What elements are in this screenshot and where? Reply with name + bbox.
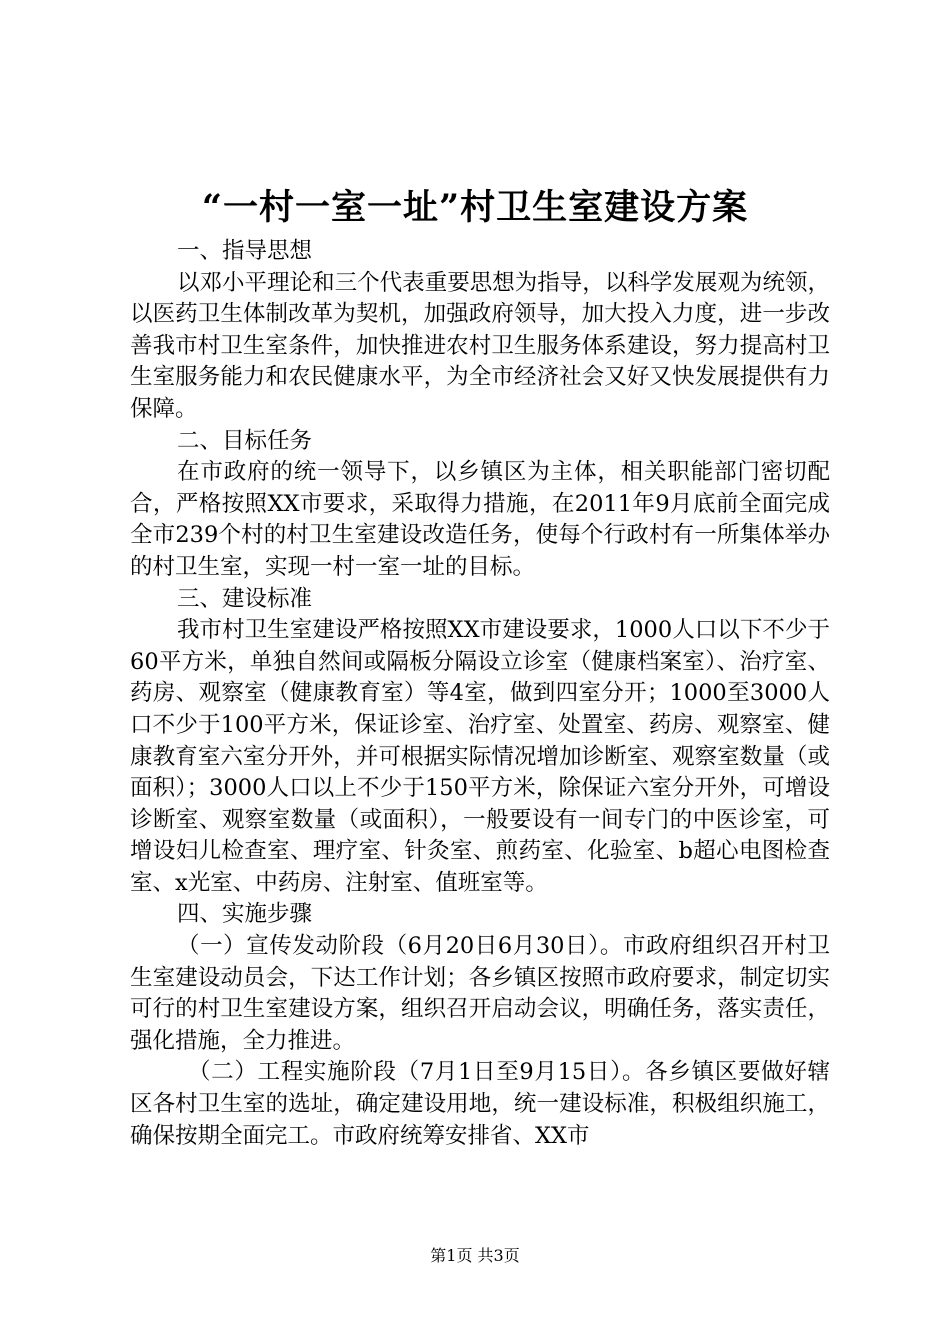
section-paragraph: （一）宣传发动阶段（6月20日6月30日）。市政府组织召开村卫生室建设动员会，下达工作计划；各乡镇区按照市政府要求，制定切实可行的村卫生室建设方案，组织召开启动会议，明确任务，落实责任，强化措施，全力推进。 bbox=[130, 933, 830, 1054]
section-paragraph: 我市村卫生室建设严格按照XX市建设要求，1000人口以下不少于60平方米，单独自然间或隔板分隔设立诊室（健康档案室）、治疗室、药房、观察室（健康教育室）等4室，做到四室分开；1000至3000人口不少于100平方米，保证诊室、治疗室、处置室、药房、观察室、健康教育室六室分开外，并可根据实际情况增加诊断室、观察室数量（或面积）；3000人口以上不少于150平方米，除保证六室分开外，可增设诊断室、观察室数量（或面积），一般要设有一间专门的中医诊室，可增设妇儿检查室、理疗室、针灸室、煎药室、化验室、b超心电图检查室、x光室、中药房、注射室、值班室等。 bbox=[130, 617, 830, 896]
section-heading: 二、目标任务 bbox=[177, 427, 313, 454]
section-paragraph: 以邓小平理论和三个代表重要思想为指导，以科学发展观为统领，以医药卫生体制改革为契机，加强政府领导，加大投入力度，进一步改善我市村卫生室条件，加快推进农村卫生服务体系建设，努力提高村卫生室服务能力和农民健康水平，为全市经济社会又好又快发展提供有力保障。 bbox=[130, 269, 830, 422]
section-paragraph: （二）工程实施阶段（7月1日至9月15日）。各乡镇区要做好辖区各村卫生室的选址，确定建设用地，统一建设标准，积极组织施工，确保按期全面完工。市政府统筹安排省、XX市 bbox=[130, 1059, 830, 1149]
section-paragraph: 在市政府的统一领导下，以乡镇区为主体，相关职能部门密切配合，严格按照XX市要求，采取得力措施，在2011年9月底前全面完成全市239个村的村卫生室建设改造任务，使每个行政村有一所集体举办的村卫生室，实现一村一室一址的目标。 bbox=[130, 459, 830, 580]
section-heading: 三、建设标准 bbox=[177, 585, 313, 612]
section-heading: 四、实施步骤 bbox=[177, 901, 313, 928]
section-heading: 一、指导思想 bbox=[177, 238, 313, 264]
document-title: “一村一室一址”村卫生室建设方案 bbox=[201, 187, 749, 228]
page-footer: 第1页 共3页 bbox=[430, 1246, 520, 1265]
document-body bbox=[130, 236, 830, 1152]
